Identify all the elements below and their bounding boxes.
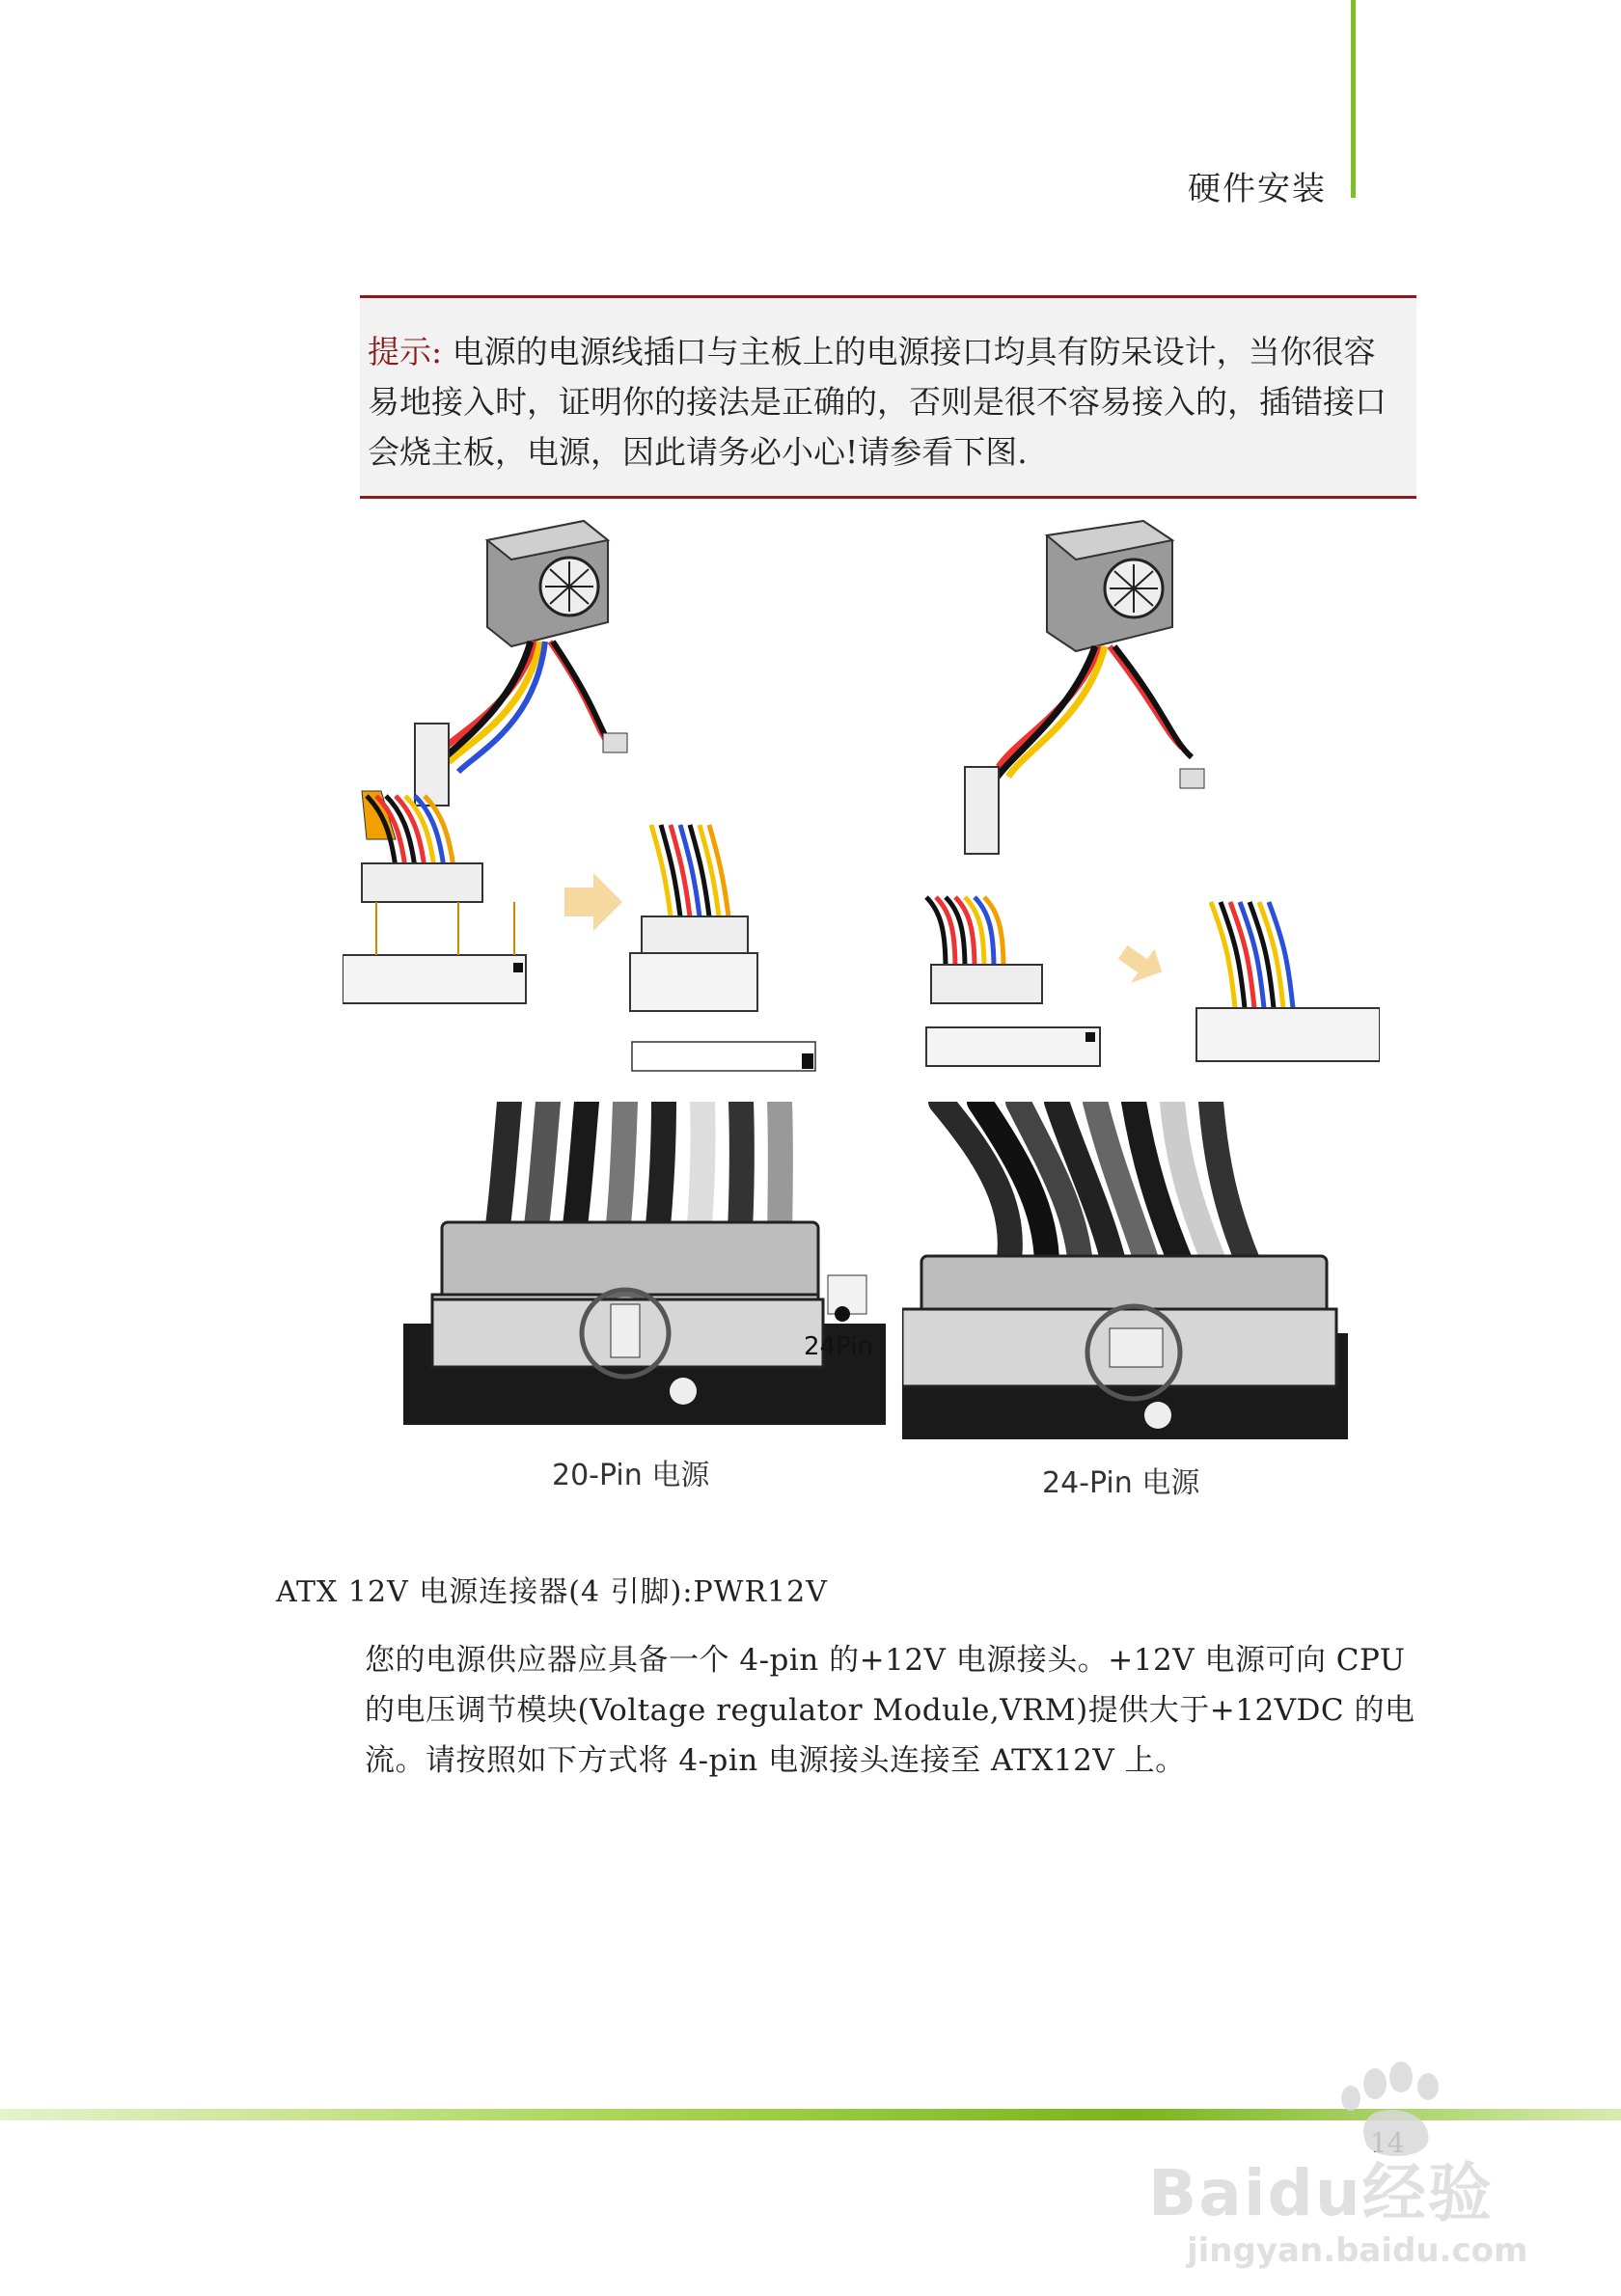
section-title: ATX 12V 电源连接器(4 引脚):PWR12V xyxy=(276,1575,828,1609)
caption-20pin: 20-Pin 电源 xyxy=(552,1459,710,1492)
header-accent-bar xyxy=(1351,0,1356,198)
baidu-watermark xyxy=(1148,2060,1582,2282)
photo-24pin-image xyxy=(902,1102,1348,1439)
diagram-24pin-connection xyxy=(921,516,1380,1076)
photo-20pin-connector xyxy=(403,1102,886,1425)
diagram-24pin-illustration xyxy=(921,516,1380,1076)
watermark-brand: Baidu经验 xyxy=(1148,2156,1494,2230)
section-header: 硬件安装 xyxy=(1188,170,1327,208)
photo-24pin-connector xyxy=(902,1102,1348,1439)
tip-body: 电源的电源线插口与主板上的电源接口均具有防呆设计，当你很容易地接入时，证明你的接法是正确的，否则是很不容易接入的，插错接口会烧主板，电源，因此请务必小心!请参看下图. xyxy=(368,333,1387,471)
photo-20pin-image xyxy=(403,1102,886,1425)
tip-box xyxy=(360,295,1416,499)
diagram-20pin-illustration xyxy=(343,511,825,1076)
tip-label: 提示: xyxy=(368,333,443,370)
caption-24pin: 24-Pin 电源 xyxy=(1042,1466,1200,1500)
diagram-20pin-connection xyxy=(343,511,825,1076)
tip-text-block xyxy=(360,298,1416,478)
body-paragraph: 您的电源供应器应具备一个 4-pin 的+12V 电源接头。+12V 电源可向 CPU 的电压调节模块(Voltage regulator Module,VRM)提供大于+12VDC 的电流。请按照如下方式将 4-pin 电源接头连接至 ATX12V 上。 xyxy=(365,1643,1415,1778)
watermark-url: jingyan.baidu.com xyxy=(1187,2231,1528,2270)
photo-24pin-marker-label: 24Pin xyxy=(804,1332,873,1361)
